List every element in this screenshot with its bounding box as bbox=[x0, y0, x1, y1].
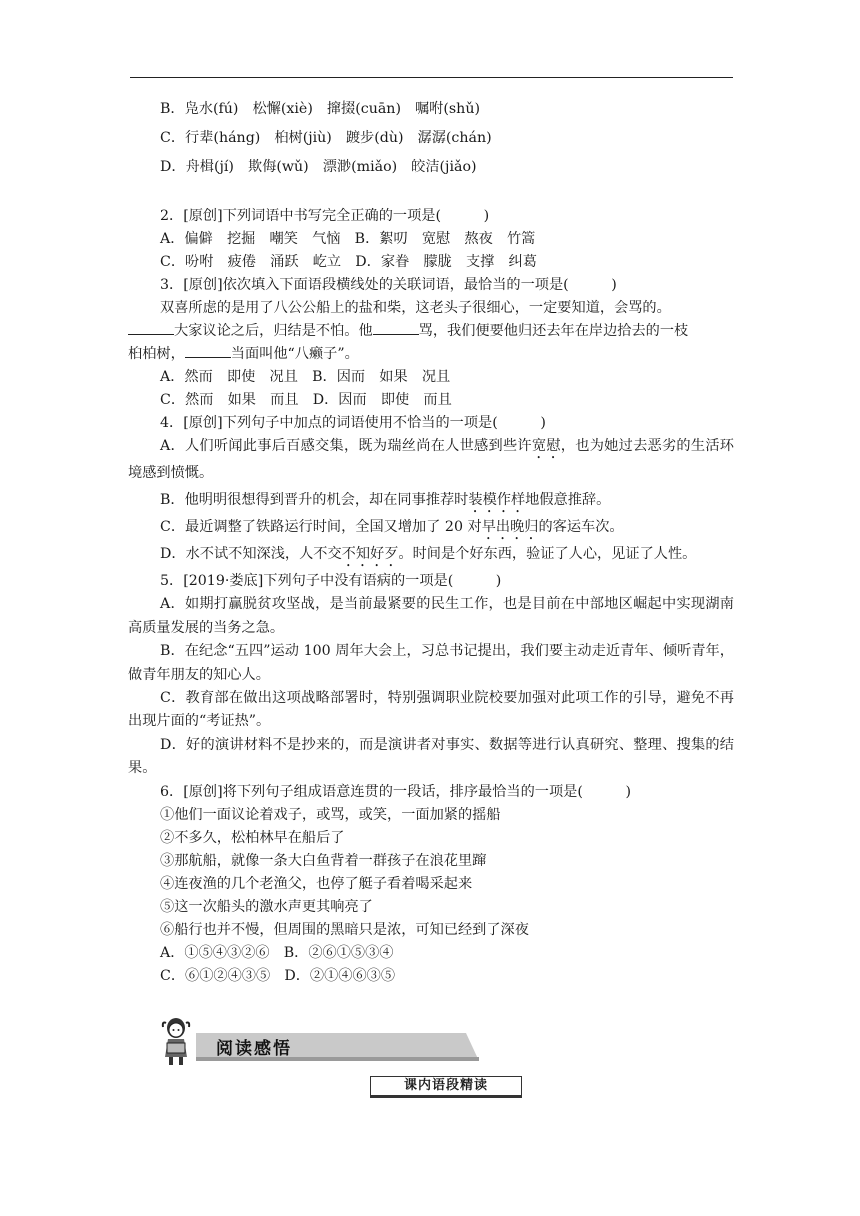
q4-option-b: B．他明明很想得到晋升的机会，却在同事推荐时装模作样地假意推辞。 bbox=[160, 492, 611, 509]
q1-option-d: D．舟楫(jí) 欺侮(wǔ) 漂渺(miǎo) 皎洁(jiǎo) bbox=[160, 159, 477, 175]
blank-3 bbox=[185, 343, 231, 358]
q5-option-c: C．教育部在做出这项战略部署时，特别强调职业院校要加强对此项工作的引导，避免不再出现片面的“考证热”。 bbox=[128, 690, 734, 730]
q4-option-d: D．水不试不知深浅，人不交不知好歹。时间是个好东西，验证了人心，见证了人性。 bbox=[160, 546, 697, 563]
q6-item: ①他们一面议论着戏子，或骂，或笑，一面加紧的摇船 bbox=[160, 806, 501, 823]
blank-2 bbox=[373, 320, 419, 335]
q6-item: ②不多久，松柏林早在船后了 bbox=[160, 829, 345, 846]
q2-stem: 2．[原创]下列词语中书写完全正确的一项是( ) bbox=[160, 208, 490, 224]
reading-section-header bbox=[158, 1015, 738, 1075]
girl-reading-icon bbox=[158, 1015, 196, 1067]
q6-options-ab: A．①⑤④③②⑥ B．②⑥①⑤③④ bbox=[160, 944, 394, 961]
q5-option-b: B．在纪念“五四”运动 100 周年大会上，习总书记提出，我们要主动走近青年、倾听青年，做青年朋友的知心人。 bbox=[128, 643, 734, 683]
header-rule bbox=[130, 77, 733, 78]
worksheet-content bbox=[128, 98, 734, 988]
q6-stem: 6．[原创]将下列句子组成语意连贯的一段话，排序最恰当的一项是( ) bbox=[160, 783, 631, 800]
q2-options-ab: A．偏僻 挖掘 嘲笑 气恼 B．絮叨 宽慰 熬夜 竹篙 bbox=[160, 231, 536, 247]
q4-stem: 4．[原创]下列句子中加点的词语使用不恰当的一项是( ) bbox=[160, 415, 546, 431]
q3-passage-2: 大家议论之后，归结是不怕。他 骂，我们便要他归还去年在岸边拾去的一枝 bbox=[128, 320, 734, 343]
q1-option-c: C．行辈(háng) 桕树(jiù) 踱步(dù) 潺潺(chán) bbox=[160, 130, 492, 146]
q4-option-a: A．人们听闻此事后百感交集，既为瑞丝尚在人世感到些许宽慰，也为她过去恶劣的生活环境感到愤慨。 bbox=[128, 438, 734, 481]
q3-options-ab: A．然而 即使 况且 B．因而 如果 况且 bbox=[160, 369, 451, 385]
q6-options-cd: C．⑥①②④③⑤ D．②①④⑥③⑤ bbox=[160, 967, 396, 984]
q5-option-d: D．好的演讲材料不是抄来的，而是演讲者对事实、数据等进行认真研究、整理、搜集的结果。 bbox=[128, 736, 734, 777]
q4-option-c: C．最近调整了铁路运行时间，全国又增加了 20 对早出晚归的客运车次。 bbox=[160, 519, 624, 536]
q6-item: ⑤这一次船头的激水声更其响亮了 bbox=[160, 898, 373, 915]
section-subtitle: 课内语段精读 bbox=[370, 1076, 522, 1096]
q2-options-cd: C．吩咐 疲倦 涌跃 屹立 D．家眷 朦胧 支撑 纠葛 bbox=[160, 254, 537, 270]
q5-option-a: A．如期打赢脱贫攻坚战，是当前最紧要的民生工作，也是目前在中部地区崛起中实现湖南高质量发展的当务之急。 bbox=[128, 596, 734, 636]
q3-options-cd: C．然而 如果 而且 D．因而 即使 而且 bbox=[160, 392, 452, 408]
q3-passage-3: 桕柏树， 当面叫他“八癞子”。 bbox=[128, 343, 734, 366]
q3-stem: 3．[原创]依次填入下面语段横线处的关联词语，最恰当的一项是( ) bbox=[160, 277, 617, 293]
section-title: 阅读感悟 bbox=[216, 1039, 292, 1059]
q6-item: ⑥船行也并不慢，但周围的黑暗只是浓，可知已经到了深夜 bbox=[160, 921, 529, 938]
q3-passage-1: 双喜所虑的是用了八公公船上的盐和柴，这老头子很细心，一定要知道，会骂的。 bbox=[160, 300, 671, 316]
q1-option-b: B．凫水(fú) 松懈(xiè) 撺掇(cuān) 嘱咐(shǔ) bbox=[160, 101, 480, 117]
q6-item: ③那航船，就像一条大白鱼背着一群孩子在浪花里蹿 bbox=[160, 852, 487, 869]
q6-item: ④连夜渔的几个老渔父，也停了艇子看着喝采起来 bbox=[160, 875, 473, 892]
blank-1 bbox=[128, 320, 174, 335]
q5-stem: 5．[2019·娄底]下列句子中没有语病的一项是( ) bbox=[160, 573, 502, 590]
